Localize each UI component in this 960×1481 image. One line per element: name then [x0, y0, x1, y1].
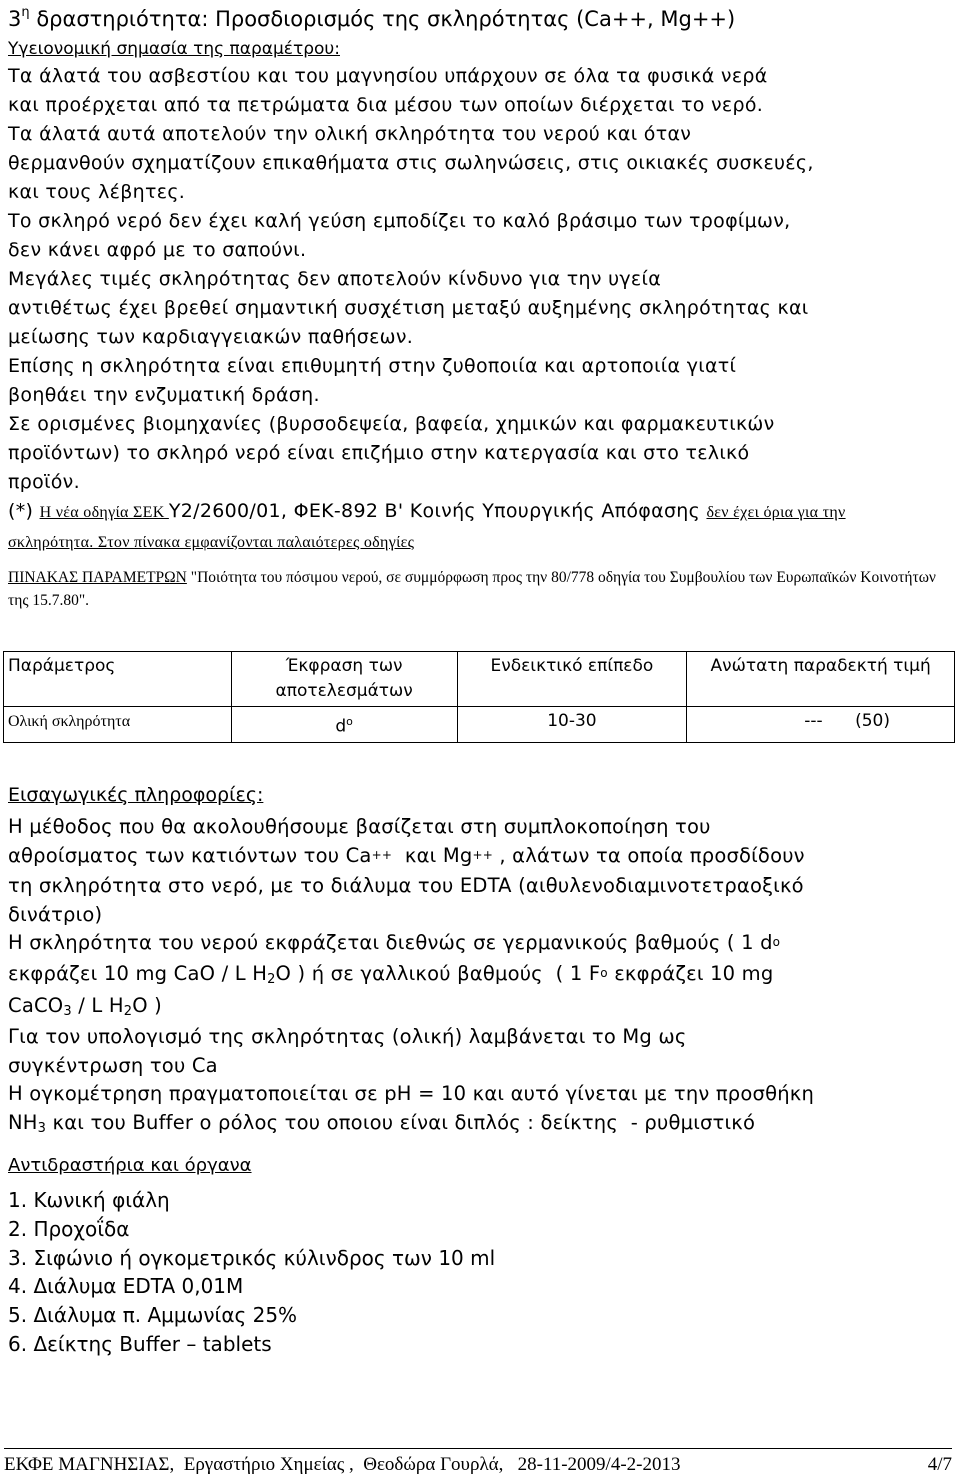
- unit-superscript: o: [346, 715, 353, 728]
- section-subtitle: Υγειονομική σημασία της παραμέτρου:: [8, 39, 340, 59]
- intro-line: δινάτριο): [8, 902, 103, 926]
- table-header: Ενδεικτικό επίπεδο: [457, 652, 687, 707]
- list-item: 1. Κωνική φιάλη: [8, 1188, 170, 1212]
- list-item: 4. Διάλυμα EDTA 0,01M: [8, 1274, 244, 1299]
- list-item: 5. Διάλυμα π. Αμμωνίας 25%: [8, 1303, 298, 1328]
- paragraph-line: Μεγάλες τιμές σκληρότητας δεν αποτελούν κίνδυνο για την υγεία: [8, 268, 662, 290]
- title-text: δραστηριότητα: Προσδιορισμός της σκληρότητας (Ca++, Mg++): [36, 7, 736, 31]
- paragraph-line: Σε ορισμένες βιομηχανίες (βυρσοδεψεία, βαφεία, χημικών και φαρμακευτικών: [8, 413, 775, 435]
- intro-line: τη σκληρότητα στο νερό, με το διάλυμα του EDTA (αιθυλενοδιαμινοτετραοξικό: [8, 874, 804, 898]
- title-number: 3: [8, 7, 22, 31]
- reagents-heading: Αντιδραστήρια και όργανα: [8, 1155, 252, 1176]
- health-paragraph: [8, 62, 958, 557]
- table-cell-parameter: Ολική σκληρότητα: [4, 707, 232, 743]
- paragraph-line: και τους λέβητες.: [8, 181, 186, 203]
- parameters-label: ΠΙΝΑΚΑΣ ΠΑΡΑΜΕΤΡΩΝ: [8, 569, 187, 586]
- table-cell-unit: [231, 707, 457, 743]
- parameters-caption: [8, 566, 953, 612]
- table-header: Έκφραση των αποτελεσμάτων: [231, 652, 457, 707]
- intro-heading: Εισαγωγικές πληροφορίες:: [8, 784, 264, 806]
- table-row: [4, 707, 955, 743]
- table-cell-level: 10-30: [457, 707, 687, 743]
- reagents-list: [8, 1186, 495, 1359]
- paragraph-line: αντιθέτως έχει βρεθεί σημαντική συσχέτιση μεταξύ αυξημένης σκληρότητας και: [8, 297, 809, 319]
- note-link-limits[interactable]: δεν έχει όρια για την: [706, 504, 846, 521]
- paragraph-line: προϊόν.: [8, 471, 80, 493]
- intro-line: Για τον υπολογισμό της σκληρότητας (ολική) λαμβάνεται το Mg ως: [8, 1025, 687, 1049]
- note-link-directive[interactable]: Η νέα οδηγία ΣΕΚ: [39, 504, 169, 521]
- note-link-older[interactable]: σκληρότητα. Στον πίνακα εμφανίζονται παλαιότερες οδηγίες: [8, 534, 415, 551]
- page-number: 4/7: [927, 1454, 952, 1475]
- paragraph-line: και προέρχεται από τα πετρώματα δια μέσου των οποίων διέρχεται το νερό.: [8, 94, 764, 116]
- note-asterisk: (*): [8, 500, 34, 522]
- intro-line: συγκέντρωση του Ca: [8, 1053, 218, 1077]
- paragraph-line: Τα άλατά αυτά αποτελούν την ολική σκληρότητα του νερού και όταν: [8, 123, 692, 145]
- intro-line: Η ογκομέτρηση πραγματοποιείται σε pH = 10 και αυτό γίνεται με την προσθήκη: [8, 1082, 815, 1106]
- footer-credits: ΕΚΦΕ ΜΑΓΝΗΣΙΑΣ, Εργαστήριο Χημείας , Θεοδώρα Γουρλά, 28-11-2009/4-2-2013: [4, 1454, 681, 1475]
- paragraph-line: βοηθάει την ενζυματική δράση.: [8, 384, 320, 406]
- paragraph-line: Το σκληρό νερό δεν έχει καλή γεύση εμποδίζει το καλό βράσιμο των τροφίμων,: [8, 210, 791, 232]
- parameters-table: [3, 651, 955, 743]
- list-item: 6. Δείκτης Buffer – tablets: [8, 1331, 272, 1356]
- paragraph-line: Τα άλατά του ασβεστίου και του μαγνησίου υπάρχουν σε όλα τα φυσικά νερά: [8, 65, 768, 87]
- intro-line: αθροίσματος των κατιόντων του Ca++ και Mg++ , αλάτων τα οποία προσδίδουν: [8, 843, 805, 867]
- table-header: Ανώτατη παραδεκτή τιμή: [687, 652, 955, 707]
- list-item: 3. Σιφώνιο ή ογκομετρικός κύλινδρος των 10 ml: [8, 1245, 496, 1270]
- note-line: [8, 497, 958, 527]
- intro-line: Η σκληρότητα του νερού εκφράζεται διεθνώς σε γερμανικούς βαθμούς ( 1 $d^o$: [8, 931, 781, 955]
- page-footer: [4, 1448, 952, 1481]
- table-header: Παράμετρος: [4, 652, 232, 707]
- note-line-2: [8, 527, 958, 557]
- intro-line: $NH_3$ και του Buffer ο ρόλος του οποιου είναι διπλός : δείκτης - ρυθμιστικό: [8, 1110, 756, 1136]
- list-item: 2. Προχοΐδα: [8, 1216, 130, 1241]
- table-header-row: [4, 652, 955, 707]
- paragraph-line: Επίσης η σκληρότητα είναι επιθυμητή στην ζυθοποιία και αρτοποιία γιατί: [8, 355, 737, 377]
- paragraph-line: δεν κάνει αφρό με το σαπούνι.: [8, 239, 307, 261]
- intro-line: Η μέθοδος που θα ακολουθήσουμε βασίζεται στη συμπλοκοποίηση του: [8, 815, 711, 838]
- note-text: Υ2/2600/01, ΦΕΚ-892 Β' Κοινής Υπουργικής Απόφασης: [168, 500, 707, 522]
- intro-section: [8, 781, 953, 1141]
- unit-base: d: [335, 716, 347, 737]
- paragraph-line: μείωσης των καρδιαγγειακών παθήσεων.: [8, 326, 414, 348]
- intro-line: εκφράζει 10 mg CaO / L $H_2O$ ) ή σε γαλλικού βαθμούς ( 1 $F^o$ εκφράζει 10 mg: [8, 961, 774, 987]
- intro-line: CaCO$_3$ / L $H_2O$ ): [8, 993, 162, 1019]
- paragraph-line: θερμανθούν σχηματίζουν επικαθήματα στις σωληνώσεις, στις οικιακές συσκευές,: [8, 152, 814, 174]
- page-title: [8, 1, 735, 33]
- table-cell-max: --- (50): [687, 707, 955, 743]
- paragraph-line: προϊόντων) το σκληρό νερό είναι επιζήμιο στην κατεργασία και στο τελικό: [8, 442, 750, 464]
- title-superscript: η: [21, 5, 30, 20]
- parameters-description: "Ποιότητα του πόσιμου νερού, σε συμμόρφωση προς την 80/778 οδηγία του Συμβουλίου των Ευρωπαϊκών Κοινοτήτων της 15.7.80".: [8, 569, 936, 609]
